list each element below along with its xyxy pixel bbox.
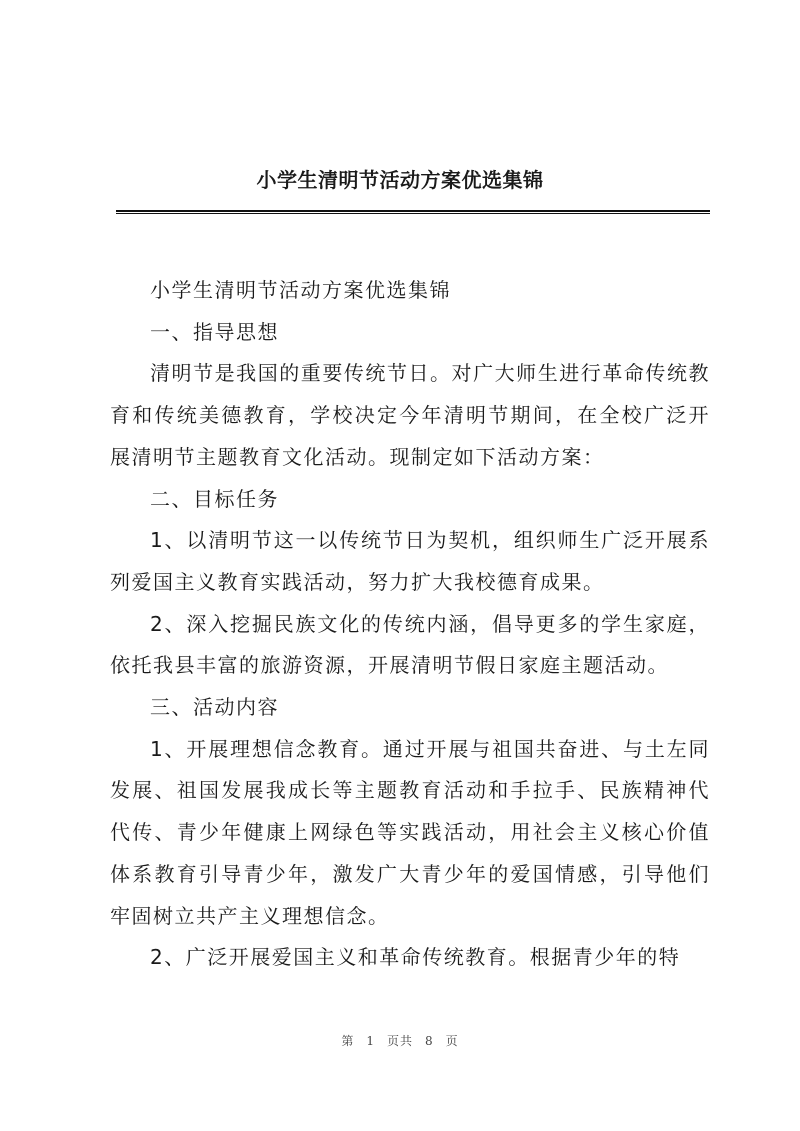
paragraph: 清明节是我国的重要传统节日。对广大师生进行革命传统教育和传统美德教育，学校决定今年清明节期间，在全校广泛开展清明节主题教育文化活动。现制定如下活动方案： — [110, 361, 710, 469]
paragraph: 1、以清明节这一以传统节日为契机，组织师生广泛开展系列爱国主义教育实践活动，努力扩大我校德育成果。 — [110, 528, 710, 594]
footer-prefix: 第 — [341, 1034, 355, 1048]
title-divider — [116, 210, 710, 214]
footer-total-pages: 8 — [425, 1034, 434, 1048]
page-footer — [0, 1032, 800, 1049]
footer-suffix: 页 — [445, 1034, 459, 1048]
paragraph: 一、指导思想 — [150, 319, 279, 344]
page-title: 小学生清明节活动方案优选集锦 — [256, 168, 544, 192]
paragraph: 2、广泛开展爱国主义和革命传统教育。根据青少年的特 — [150, 945, 681, 970]
paragraph: 三、活动内容 — [150, 695, 279, 720]
paragraph: 2、深入挖掘民族文化的传统内涵，倡导更多的学生家庭，依托我县丰富的旅游资源，开展清明节假日家庭主题活动。 — [110, 611, 710, 678]
document-body — [110, 270, 710, 979]
footer-middle: 页共 — [386, 1034, 413, 1048]
paragraph: 1、开展理想信念教育。通过开展与祖国共奋进、与土左同发展、祖国发展我成长等主题教育活动和手拉手、民族精神代代传、青少年健康上网绿色等实践活动，用社会主义核心价值体系教育引导青少年，激发广大青少年的爱国情感，引导他们牢固树立共产主义理想信念。 — [110, 736, 710, 928]
paragraph: 小学生清明节活动方案优选集锦 — [150, 278, 451, 302]
footer-page-number: 1 — [366, 1034, 375, 1048]
paragraph: 二、目标任务 — [150, 486, 279, 511]
